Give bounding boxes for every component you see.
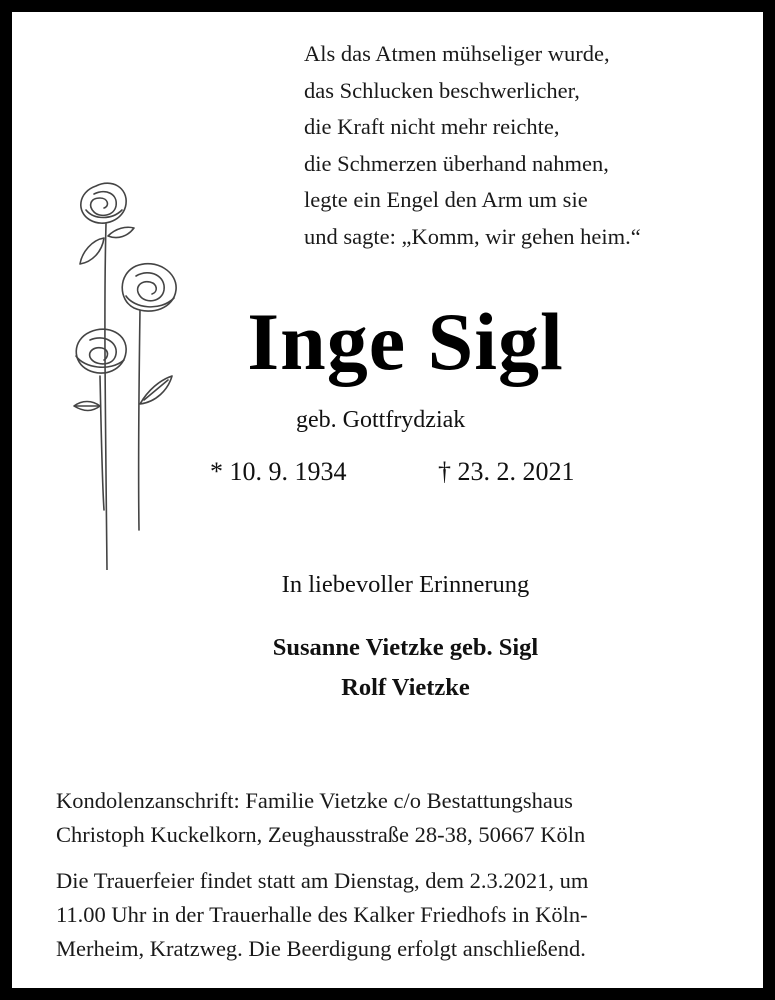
family-names <box>12 628 763 708</box>
ceremony-line: Merheim, Kratzweg. Die Beerdigung erfolgt anschließend. <box>56 936 586 961</box>
poem-line: Als das Atmen mühseliger wurde, <box>304 41 610 66</box>
poem-line: die Kraft nicht mehr reichte, <box>304 114 560 139</box>
maiden-name: geb. Gottfrydziak <box>296 407 466 433</box>
ceremony-line: 11.00 Uhr in der Trauerhalle des Kalker Friedhofs in Köln- <box>56 902 588 927</box>
poem-line: legte ein Engel den Arm um sie <box>304 187 588 212</box>
poem-line: und sagte: „Komm, wir gehen heim.“ <box>304 223 641 249</box>
leaf-icon <box>80 238 104 264</box>
deceased-name: Inge Sigl <box>247 296 564 387</box>
rose-stem <box>100 376 104 510</box>
ceremony-line: Die Trauerfeier findet statt am Dienstag, dem 2.3.2021, um <box>56 868 589 893</box>
ceremony-info <box>56 864 736 966</box>
poem-line: die Schmerzen überhand nahmen, <box>304 150 609 176</box>
death-date: † 23. 2. 2021 <box>438 457 575 486</box>
condolence-line: Christoph Kuckelkorn, Zeughausstraße 28-38, 50667 Köln <box>56 822 586 847</box>
rose-stem <box>105 224 107 570</box>
family-member: Rolf Vietzke <box>341 674 470 701</box>
memory-line: In liebevoller Erinnerung <box>281 571 530 598</box>
notice-info <box>56 784 736 966</box>
poem <box>304 36 744 255</box>
birth-date: * 10. 9. 1934 <box>210 457 347 486</box>
leaf-icon <box>108 227 134 237</box>
condolence-line: Kondolenzanschrift: Familie Vietzke c/o Bestattungshaus <box>56 788 573 813</box>
rose-icon <box>81 183 126 223</box>
poem-line: das Schlucken beschwerlicher, <box>304 77 580 103</box>
condolence-address <box>56 784 736 852</box>
obituary-notice <box>12 12 763 988</box>
family-member: Susanne Vietzke geb. Sigl <box>272 634 539 661</box>
